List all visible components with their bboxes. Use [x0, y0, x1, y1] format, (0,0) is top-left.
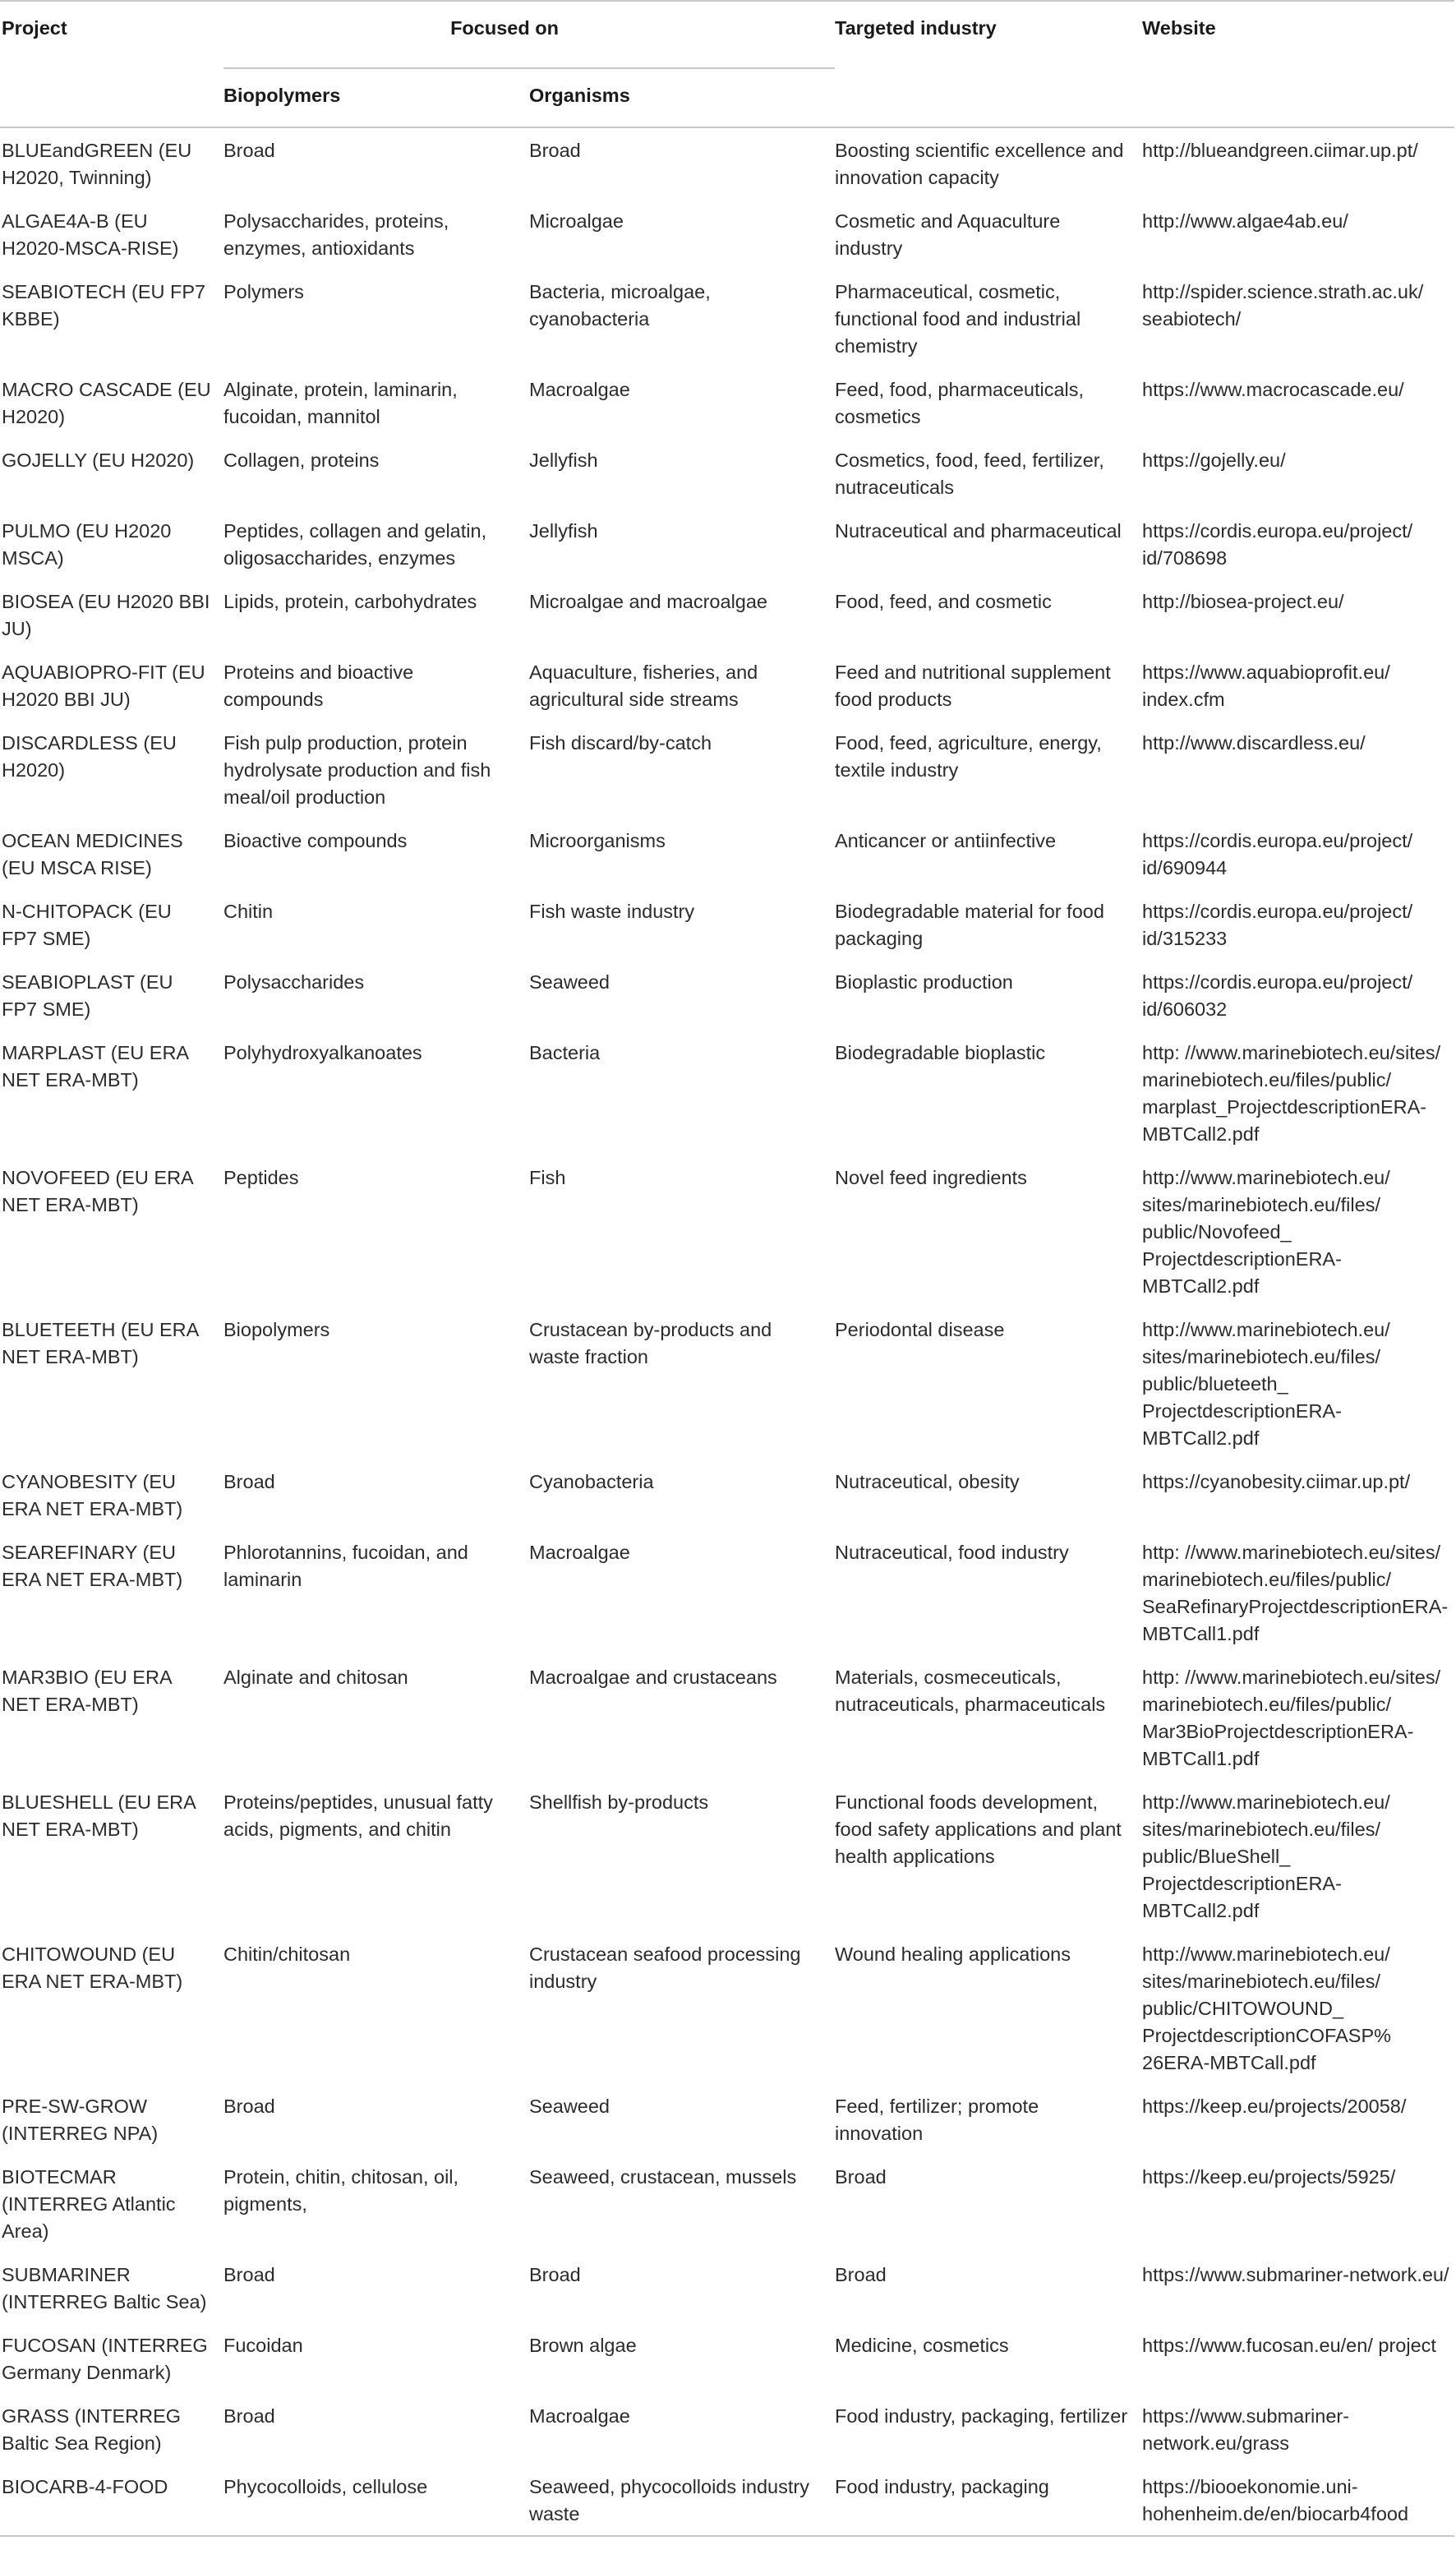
organisms-cell: Seaweed, phycocolloids industry waste — [529, 2464, 835, 2536]
table-row — [0, 1459, 1454, 1530]
targeted-industry-cell: Nutraceutical, obesity — [835, 1471, 1020, 1492]
targeted-industry-cell: Medicine, cosmetics — [835, 2335, 1009, 2356]
targeted-industry-cell: Nutraceutical and pharmaceutical — [835, 520, 1122, 542]
biopolymers-cell: Phlorotannins, fucoidan, and laminarin — [223, 1542, 468, 1590]
organisms-cell: Fish — [529, 1167, 566, 1188]
project-cell: SUBMARINER (INTERREG Baltic Sea) — [2, 2264, 207, 2312]
project-cell: OCEAN MEDICINES (EU MSCA RISE) — [2, 830, 183, 878]
targeted-industry-cell: Novel feed ingredients — [835, 1167, 1027, 1188]
table-row — [0, 2084, 1454, 2155]
website-cell[interactable]: http: //www.marinebiotech.eu/sites/ marinebiotech.eu/files/public/ marplast_ProjectdescriptionERA-MBTCall2.pdf — [1142, 1042, 1441, 1145]
table-row — [0, 818, 1454, 889]
header-biopolymers: Biopolymers — [223, 68, 529, 127]
project-cell: MAR3BIO (EU ERA NET ERA-MBT) — [2, 1667, 172, 1715]
targeted-industry-cell: Bioplastic production — [835, 971, 1013, 993]
website-cell[interactable]: http://biosea-project.eu/ — [1142, 591, 1344, 612]
website-cell[interactable]: http://www.marinebiotech.eu/ sites/marinebiotech.eu/files/ public/CHITOWOUND_ ProjectdescriptionCOFASP% 26ERA-MBTCall.pdf — [1142, 1943, 1392, 2073]
header-project: Project — [0, 1, 223, 68]
biopolymers-cell: Broad — [223, 140, 275, 161]
table-header — [0, 1, 1454, 127]
website-cell[interactable]: https://www.macrocascade.eu/ — [1142, 379, 1404, 400]
project-cell: NOVOFEED (EU ERA NET ERA-MBT) — [2, 1167, 193, 1215]
website-cell[interactable]: https://cordis.europa.eu/project/ id/690944 — [1142, 830, 1413, 878]
website-cell[interactable]: https://www.aquabioprofit.eu/ index.cfm — [1142, 662, 1390, 710]
project-cell: BIOTECMAR (INTERREG Atlantic Area) — [2, 2166, 176, 2242]
organisms-cell: Macroalgae — [529, 2405, 630, 2427]
website-cell[interactable]: https://gojelly.eu/ — [1142, 450, 1286, 471]
header-organisms: Organisms — [529, 68, 835, 127]
organisms-cell: Macroalgae and crustaceans — [529, 1667, 777, 1688]
project-cell: N-CHITOPACK (EU FP7 SME) — [2, 901, 172, 949]
project-cell: CHITOWOUND (EU ERA NET ERA-MBT) — [2, 1943, 183, 1992]
targeted-industry-cell: Food industry, packaging — [835, 2464, 1142, 2536]
header-website: Website — [1142, 1, 1454, 68]
biopolymers-cell: Bioactive compounds — [223, 830, 408, 851]
organisms-cell: Microalgae — [529, 210, 624, 232]
table-row — [0, 1655, 1454, 1780]
biopolymers-cell: Proteins and bioactive compounds — [223, 662, 414, 710]
project-cell: BIOSEA (EU H2020 BBI JU) — [2, 591, 210, 639]
website-cell[interactable]: https://www.submariner-network.eu/grass — [1142, 2405, 1350, 2454]
website-cell[interactable]: https://biooekonomie.uni-hohenheim.de/en/biocarb4food — [1142, 2464, 1454, 2536]
biopolymers-cell: Peptides — [223, 1167, 299, 1188]
targeted-industry-cell: Food industry, packaging, fertilizer — [835, 2405, 1128, 2427]
organisms-cell: Crustacean seafood processing industry — [529, 1943, 801, 1992]
targeted-industry-cell: Cosmetics, food, feed, fertilizer, nutraceuticals — [835, 450, 1104, 498]
biopolymers-cell: Fish pulp production, protein hydrolysate production and fish meal/oil production — [223, 732, 491, 808]
website-cell[interactable]: https://cordis.europa.eu/project/ id/606032 — [1142, 971, 1413, 1020]
biopolymers-cell: Polysaccharides, proteins, enzymes, antioxidants — [223, 210, 449, 259]
organisms-cell: Brown algae — [529, 2335, 637, 2356]
targeted-industry-cell: Pharmaceutical, cosmetic, functional food and industrial chemistry — [835, 281, 1081, 357]
table-row — [0, 367, 1454, 438]
biopolymers-cell: Broad — [223, 2096, 275, 2117]
table-row — [0, 199, 1454, 270]
website-cell[interactable]: https://www.submariner-network.eu/ — [1142, 2264, 1449, 2285]
targeted-industry-cell: Anticancer or antiinfective — [835, 830, 1057, 851]
table-row — [0, 889, 1454, 960]
targeted-industry-cell: Broad — [835, 2264, 887, 2285]
targeted-industry-cell: Biodegradable bioplastic — [835, 1042, 1046, 1063]
table-row — [0, 2252, 1454, 2323]
website-cell[interactable]: https://cordis.europa.eu/project/ id/315233 — [1142, 901, 1413, 949]
website-cell[interactable]: http: //www.marinebiotech.eu/sites/ marinebiotech.eu/files/public/ Mar3BioProjectdescriptionERA-MBTCall1.pdf — [1142, 1667, 1441, 1769]
organisms-cell: Seaweed — [529, 971, 610, 993]
website-cell[interactable]: https://cordis.europa.eu/project/ id/708698 — [1142, 520, 1413, 569]
biopolymers-cell: Polymers — [223, 281, 304, 302]
targeted-industry-cell: Boosting scientific excellence and innovation capacity — [835, 140, 1124, 188]
table-row — [0, 2394, 1454, 2464]
organisms-cell: Cyanobacteria — [529, 1471, 654, 1492]
organisms-cell: Bacteria, microalgae, cyanobacteria — [529, 281, 711, 330]
table-row — [0, 1530, 1454, 1655]
table-row — [0, 509, 1454, 579]
website-cell[interactable]: http://www.discardless.eu/ — [1142, 732, 1366, 754]
table-row — [0, 1307, 1454, 1459]
organisms-cell: Bacteria — [529, 1042, 601, 1063]
project-cell: MACRO CASCADE (EU H2020) — [2, 379, 211, 427]
organisms-cell: Macroalgae — [529, 379, 630, 400]
project-cell: ALGAE4A-B (EU H2020-MSCA-RISE) — [2, 210, 179, 259]
project-cell: BLUEandGREEN (EU H2020, Twinning) — [2, 140, 192, 188]
project-cell: PULMO (EU H2020 MSCA) — [2, 520, 172, 569]
project-cell: GOJELLY (EU H2020) — [2, 450, 195, 471]
table-row — [0, 579, 1454, 650]
table-row — [0, 438, 1454, 509]
table-row — [0, 127, 1454, 199]
project-cell: MARPLAST (EU ERA NET ERA-MBT) — [2, 1042, 188, 1090]
biopolymers-cell: Biopolymers — [223, 1319, 330, 1340]
biopolymers-cell: Polyhydroxyalkanoates — [223, 1042, 422, 1063]
organisms-cell: Fish waste industry — [529, 901, 695, 922]
table-row — [0, 2464, 1454, 2536]
biopolymers-cell: Polysaccharides — [223, 971, 365, 993]
website-cell[interactable]: http://blueandgreen.ciimar.up.pt/ — [1142, 140, 1418, 161]
project-cell: BIOCARB-4-FOOD — [0, 2464, 223, 2536]
table-body — [0, 127, 1454, 2536]
biopolymers-cell: Peptides, collagen and gelatin, oligosaccharides, enzymes — [223, 520, 487, 569]
biopolymers-cell: Collagen, proteins — [223, 450, 380, 471]
website-cell[interactable]: http://www.marinebiotech.eu/ sites/marinebiotech.eu/files/ public/Novofeed_ ProjectdescriptionERA-MBTCall2.pdf — [1142, 1167, 1390, 1297]
targeted-industry-cell: Broad — [835, 2166, 887, 2188]
table-row — [0, 270, 1454, 367]
organisms-cell: Shellfish by-products — [529, 1791, 709, 1813]
organisms-cell: Microalgae and macroalgae — [529, 591, 767, 612]
targeted-industry-cell: Feed, food, pharmaceuticals, cosmetics — [835, 379, 1085, 427]
project-cell: SEABIOPLAST (EU FP7 SME) — [2, 971, 173, 1020]
biopolymers-cell: Broad — [223, 2405, 275, 2427]
website-cell[interactable]: http://www.marinebiotech.eu/ sites/marinebiotech.eu/files/ public/blueteeth_ ProjectdescriptionERA-MBTCall2.pdf — [1142, 1319, 1390, 1449]
table-row — [0, 1155, 1454, 1307]
organisms-cell: Crustacean by-products and waste fraction — [529, 1319, 772, 1367]
biopolymers-cell: Alginate and chitosan — [223, 1667, 408, 1688]
targeted-industry-cell: Nutraceutical, food industry — [835, 1542, 1069, 1563]
table-row — [0, 960, 1454, 1031]
website-cell[interactable]: http://www.algae4ab.eu/ — [1142, 210, 1348, 232]
website-cell[interactable]: https://cyanobesity.ciimar.up.pt/ — [1142, 1471, 1411, 1492]
targeted-industry-cell: Periodontal disease — [835, 1319, 1005, 1340]
table-row — [0, 2155, 1454, 2252]
biopolymers-cell: Protein, chitin, chitosan, oil, pigments, — [223, 2166, 459, 2215]
table-row — [0, 1031, 1454, 1155]
organisms-cell: Broad — [529, 2264, 581, 2285]
organisms-cell: Broad — [529, 140, 581, 161]
table-row — [0, 721, 1454, 818]
project-cell: SEAREFINARY (EU ERA NET ERA-MBT) — [2, 1542, 183, 1590]
project-cell: FUCOSAN (INTERREG Germany Denmark) — [2, 2335, 208, 2383]
targeted-industry-cell: Feed and nutritional supplement food products — [835, 662, 1111, 710]
biopolymers-cell: Phycocolloids, cellulose — [223, 2464, 529, 2536]
website-cell[interactable]: https://www.fucosan.eu/en/ project — [1142, 2335, 1436, 2356]
biopolymers-cell: Lipids, protein, carbohydrates — [223, 591, 477, 612]
header-targeted-industry: Targeted industry — [835, 1, 1142, 68]
project-cell: SEABIOTECH (EU FP7 KBBE) — [2, 281, 206, 330]
project-cell: CYANOBESITY (EU ERA NET ERA-MBT) — [2, 1471, 183, 1519]
website-cell[interactable]: http://www.marinebiotech.eu/ sites/marinebiotech.eu/files/ public/BlueShell_ ProjectdescriptionERA-MBTCall2.pdf — [1142, 1791, 1390, 1921]
header-focused-on: Focused on — [223, 1, 835, 68]
project-cell: AQUABIOPRO-FIT (EU H2020 BBI JU) — [2, 662, 205, 710]
targeted-industry-cell: Food, feed, and cosmetic — [835, 591, 1052, 612]
organisms-cell: Microorganisms — [529, 830, 666, 851]
organisms-cell: Macroalgae — [529, 1542, 630, 1563]
targeted-industry-cell: Biodegradable material for food packaging — [835, 901, 1104, 949]
biopolymers-cell: Broad — [223, 1471, 275, 1492]
biopolymers-cell: Alginate, protein, laminarin, fucoidan, mannitol — [223, 379, 458, 427]
organisms-cell: Jellyfish — [529, 520, 598, 542]
website-cell[interactable]: https://keep.eu/projects/20058/ — [1142, 2096, 1407, 2117]
biopolymers-cell: Proteins/peptides, unusual fatty acids, pigments, and chitin — [223, 1791, 493, 1840]
website-cell[interactable]: https://keep.eu/projects/5925/ — [1142, 2166, 1396, 2188]
table-row — [0, 2323, 1454, 2394]
organisms-cell: Seaweed — [529, 2096, 610, 2117]
project-cell: DISCARDLESS (EU H2020) — [2, 732, 177, 781]
biopolymers-cell: Broad — [223, 2264, 275, 2285]
targeted-industry-cell: Cosmetic and Aquaculture industry — [835, 210, 1061, 259]
project-cell: BLUESHELL (EU ERA NET ERA-MBT) — [2, 1791, 196, 1840]
organisms-cell: Jellyfish — [529, 450, 598, 471]
table-row — [0, 1932, 1454, 2084]
biopolymers-cell: Chitin — [223, 901, 274, 922]
organisms-cell: Seaweed, crustacean, mussels — [529, 2166, 797, 2188]
targeted-industry-cell: Functional foods development, food safety applications and plant health applications — [835, 1791, 1122, 1867]
project-cell: GRASS (INTERREG Baltic Sea Region) — [2, 2405, 182, 2454]
table-row — [0, 1780, 1454, 1932]
website-cell[interactable]: http: //www.marinebiotech.eu/sites/ marinebiotech.eu/files/public/ SeaRefinaryProjectdescriptionERA-MBTCall1.pdf — [1142, 1542, 1449, 1644]
organisms-cell: Aquaculture, fisheries, and agricultural side streams — [529, 662, 758, 710]
biopolymers-cell: Fucoidan — [223, 2335, 303, 2356]
targeted-industry-cell: Food, feed, agriculture, energy, textile industry — [835, 732, 1102, 781]
website-cell[interactable]: http://spider.science.strath.ac.uk/ seabiotech/ — [1142, 281, 1424, 330]
biopolymers-cell: Chitin/chitosan — [223, 1943, 351, 1965]
targeted-industry-cell: Feed, fertilizer; promote innovation — [835, 2096, 1039, 2144]
organisms-cell: Fish discard/by-catch — [529, 732, 712, 754]
project-cell: BLUETEETH (EU ERA NET ERA-MBT) — [2, 1319, 198, 1367]
targeted-industry-cell: Materials, cosmeceuticals, nutraceuticals, pharmaceuticals — [835, 1667, 1106, 1715]
table-row — [0, 650, 1454, 721]
project-cell: PRE-SW-GROW (INTERREG NPA) — [2, 2096, 159, 2144]
targeted-industry-cell: Wound healing applications — [835, 1943, 1071, 1965]
